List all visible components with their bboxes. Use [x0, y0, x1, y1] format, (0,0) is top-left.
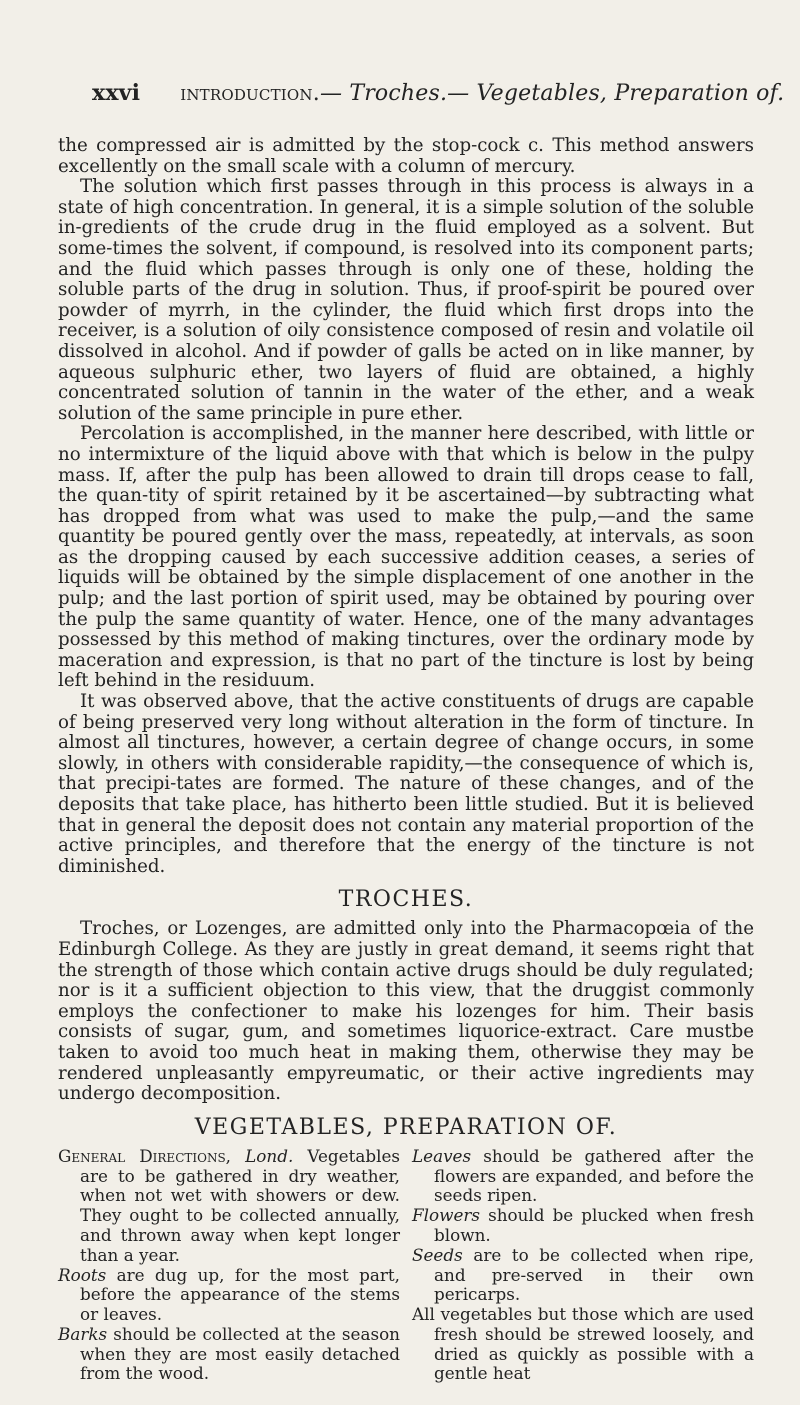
leaves-entry: [412, 1147, 754, 1206]
general-directions-source: Lond.: [245, 1145, 294, 1166]
vegetables-left-column: [58, 1147, 400, 1385]
general-directions-label: General Directions,: [58, 1145, 232, 1166]
troches-heading: TROCHES.: [338, 887, 474, 913]
seeds-label: Seeds: [412, 1244, 463, 1265]
barks-label: Barks: [58, 1323, 108, 1344]
paragraph-compressed-air: the compressed air is admitted by the stop-cock c. This method answers excellently on the small scale with a column of mercury.: [58, 135, 754, 177]
leaves-label: Leaves: [412, 1145, 472, 1166]
running-head-title: — Troches.— Vegetables, Preparation of.: [319, 81, 785, 106]
roots-text: are dug up, for the most part, before the appearance of the stems or leaves.: [80, 1264, 400, 1325]
vegetables-heading: VEGETABLES, PREPARATION OF.: [194, 1114, 618, 1140]
barks-text: should be collected at the season when they are most easily detached from the wood.: [80, 1323, 400, 1384]
flowers-text: should be plucked when fresh blown.: [434, 1205, 754, 1245]
paragraph-troches: Troches, or Lozenges, are admitted only into the Pharmacopœia of the Edinburgh College. As they are justly in great demand, it seems right that the strength of those which contain active drugs should be duly regulated; nor is it a sufficient objection to this view, that the druggist commonly employs the confectioner to make his lozenges for him. Their basis consists of sugar, gum, and sometimes liquorice-extract. Care mustbe taken to avoid too much heat in making them, otherwise they may be rendered unpleasantly empyreumatic, or their active ingredients may undergo decomposition.: [58, 918, 754, 1105]
barks-entry: [58, 1325, 400, 1384]
page-body: [58, 136, 754, 1384]
seeds-entry: [412, 1246, 754, 1305]
flowers-entry: [412, 1206, 754, 1246]
page-number: xxvi: [92, 80, 141, 106]
seeds-text: are to be collected when ripe, and pre-served in their own pericarps.: [434, 1244, 754, 1305]
leaves-text: should be gathered after the flowers are expanded, and before the seeds ripen.: [434, 1145, 754, 1206]
general-directions-text: Vegetables are to be gathered in dry weather, when not wet with showers or dew. They ought to be collected annually, and thrown away when kept longer than a year.: [80, 1145, 400, 1265]
roots-label: Roots: [58, 1264, 107, 1285]
vegetables-right-column: [412, 1147, 754, 1385]
paragraph-percolation: Percolation is accomplished, in the manner here described, with little or no intermixture of the liquid above with that which is below in the pulpy mass. If, after the pulp has been allowed to drain till drops cease to fall, the quan-tity of spirit retained by it be ascertained—by subtracting what has dropped from what was used to make the pulp,—and the same quantity be poured gently over the mass, repeatedly, at intervals, as soon as the dropping caused by each successive addition ceases, a series of liquids will be obtained by the simple displacement of one another in the pulp; and the last portion of spirit used, may be obtained by pouring over the pulp the same quantity of water. Hence, one of the many advantages possessed by this method of making tinctures, over the ordinary mode by maceration and expression, is that no part of the tincture is lost by being left behind in the residuum.: [58, 423, 754, 692]
running-head-section: introduction.: [180, 81, 320, 106]
paragraph-solution: The solution which first passes through in this process is always in a state of high concentration. In general, it is a simple solution of the soluble in-gredients of the crude drug in the fluid employed as a solvent. But some-times the solvent, if compound, is resolved into its component parts; and the fluid which passes through is only one of these, holding the soluble parts of the drug in solution. Thus, if proof-spirit be poured over powder of myrrh, in the cylinder, the fluid which first drops into the receiver, is a solution of oily consistence composed of resin and volatile oil dissolved in alcohol. And if powder of galls be acted on in like manner, by aqueous sulphuric ether, two layers of fluid are obtained, a highly concentrated solution of tannin in the water of the ether, and a weak solution of the same principle in pure ether.: [58, 176, 754, 424]
flowers-label: Flowers: [412, 1205, 481, 1226]
vegetables-columns: [58, 1147, 754, 1385]
running-head: [92, 80, 785, 106]
all-vegetables-entry: All vegetables but those which are used fresh should be strewed loosely, and dried as quickly as possible with a gentle heat: [412, 1304, 754, 1384]
paragraph-tinctures-change: It was observed above, that the active constituents of drugs are capable of being preserved very long without alteration in the form of tincture. In almost all tinctures, however, a certain degree of change occurs, in some slowly, in others with considerable rapidity,—the consequence of which is, that precipi-tates are formed. The nature of these changes, and of the deposits that take place, has hitherto been little studied. But it is believed that in general the deposit does not contain any material proportion of the active principles, and therefore that the energy of the tincture is not diminished.: [58, 691, 754, 877]
general-directions-entry: [58, 1147, 400, 1266]
roots-entry: [58, 1266, 400, 1325]
